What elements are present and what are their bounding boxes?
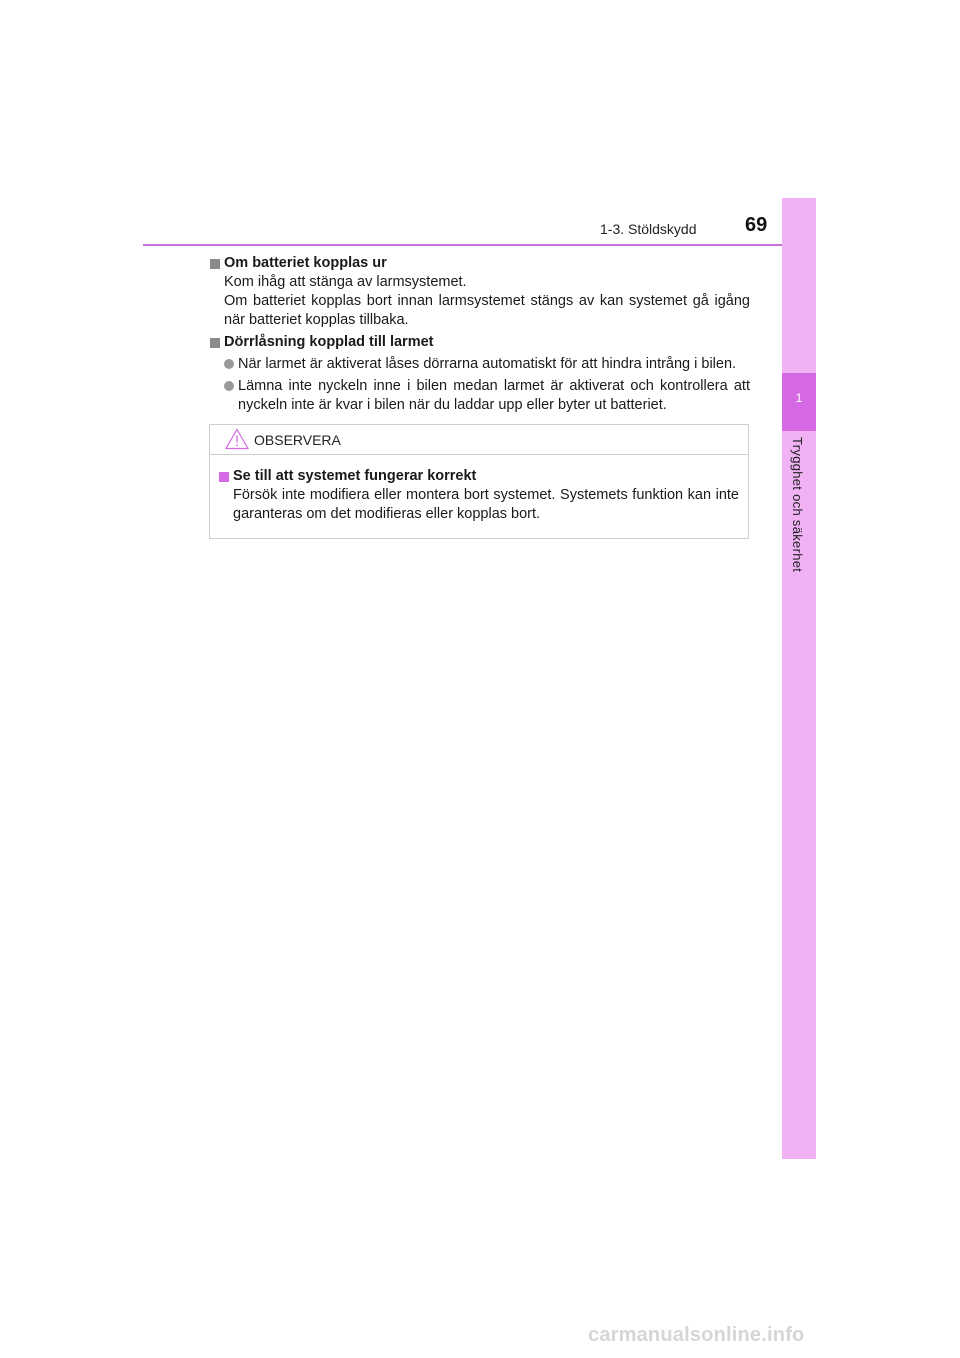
section-heading <box>210 254 750 273</box>
circle-bullet-icon <box>224 381 234 391</box>
chapter-title: Trygghet och säkerhet <box>790 437 805 573</box>
list-item-text: När larmet är aktiverat låses dörrarna automatiskt för att hindra intrång i bilen. <box>238 356 737 372</box>
list-item-text: Lämna inte nyckeln inne i bilen medan larmet är aktiverat och kontrollera att nyckeln inte är kvar i bilen när du laddar upp eller byter ut batteriet. <box>238 378 750 413</box>
list-item <box>210 377 750 415</box>
chapter-number: 1 <box>795 391 803 405</box>
section-heading-text: Om batteriet kopplas ur <box>224 255 387 271</box>
notice-label: OBSERVERA <box>254 432 341 448</box>
chapter-side-tab <box>782 198 816 1159</box>
main-content <box>210 254 750 415</box>
paragraph: Om batteriet kopplas bort innan larmsystemet stängs av kan systemet gå igång när batteriet kopplas tillbaka. <box>224 293 750 328</box>
notice-text: Försök inte modifiera eller montera bort systemet. Systemets funktion kan inte garanteras om det modifieras eller kopplas bort. <box>233 487 739 522</box>
paragraph: Kom ihåg att stänga av larmsystemet. <box>224 274 467 290</box>
header-divider <box>143 244 816 246</box>
section-heading <box>210 333 750 352</box>
notice-box <box>209 424 749 539</box>
list-item <box>210 355 750 374</box>
warning-triangle-icon <box>225 428 249 450</box>
square-bullet-icon <box>219 472 229 482</box>
watermark: carmanualsonline.info <box>588 1324 805 1346</box>
notice-heading <box>219 467 739 486</box>
page-number: 69 <box>745 214 768 236</box>
notice-heading-text: Se till att systemet fungerar korrekt <box>233 468 477 484</box>
square-bullet-icon <box>210 338 220 348</box>
section-title: 1-3. Stöldskydd <box>600 221 697 237</box>
section-heading-text: Dörrlåsning kopplad till larmet <box>224 334 434 350</box>
square-bullet-icon <box>210 259 220 269</box>
notice-body <box>210 455 748 524</box>
notice-header <box>210 425 748 455</box>
circle-bullet-icon <box>224 359 234 369</box>
